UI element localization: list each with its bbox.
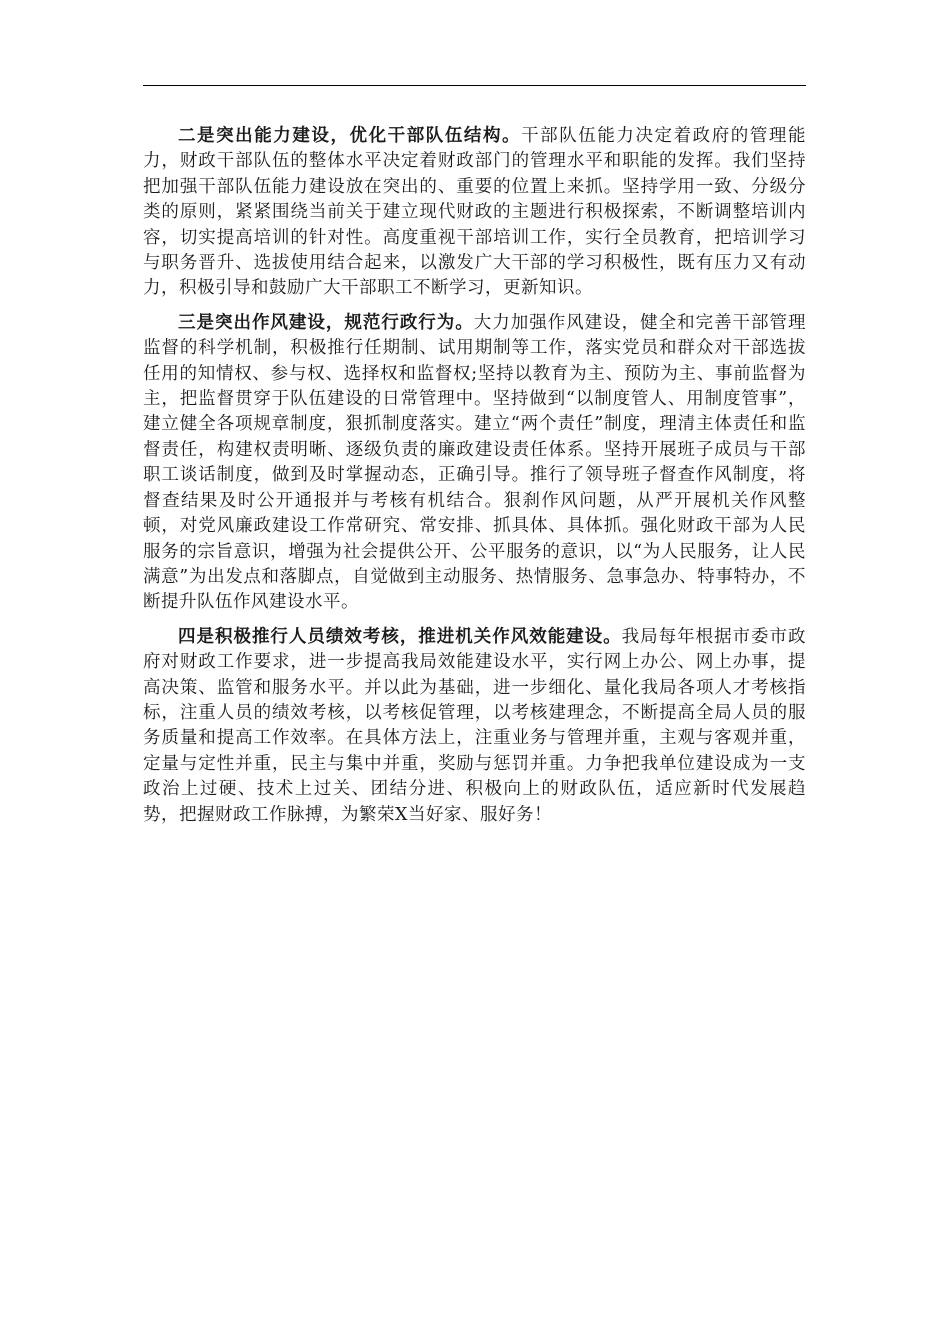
paragraph-performance-assessment bbox=[143, 625, 806, 828]
paragraph-text: 我局每年根据市委市政府对财政工作要求，进一步提高我局效能建设水平，实行网上办公、网上办事，提高决策、监管和服务水平。并以此为基础，进一步细化、量化我局各项人才考核指标，注重人员的绩效考核，以考核促管理，以考核建理念，不断提高全局人员的服务质量和提高工作效率。在具体方法上，注重业务与管理并重，主观与客观并重，定量与定性并重，民主与集中并重，奖励与惩罚并重。力争把我单位建设成为一支政治上过硬、技术上过关、团结分进、积极向上的财政队伍，适应新时代发展趋势，把握财政工作脉搏，为繁荣X当好家、服好务！ bbox=[143, 626, 807, 825]
paragraph-text: 大力加强作风建设，健全和完善干部管理监督的科学机制，积极推行任期制、试用期制等工作，落实党员和群众对干部选拔任用的知情权、参与权、选择权和监督权;坚持以教育为主、预防为主、事前监督为主，把监督贯穿于队伍建设的日常管理中。坚持做到“以制度管人、用制度管事”，建立健全各项规章制度，狠抓制度落实。建立“两个责任”制度，理清主体责任和监督责任，构建权责明晰、逐级负责的廉政建设责任体系。坚持开展班子成员与干部职工谈话制度，做到及时掌握动态，正确引导。推行了领导班子督查作风制度，将督查结果及时公开通报并与考核有机结合。狠刹作风问题，从严开展机关作风整顿，对党风廉政建设工作常研究、常安排、抓具体、具体抓。强化财政干部为人民服务的宗旨意识，增强为社会提供公开、公平服务的意识，以“为人民服务，让人民满意”为出发点和落脚点，自觉做到主动服务、热情服务、急事急办、特事特办，不断提升队伍作风建设水平。 bbox=[143, 312, 807, 613]
paragraph-capacity-building bbox=[143, 124, 806, 302]
paragraph-text: 干部队伍能力决定着政府的管理能力，财政干部队伍的整体水平决定着财政部门的管理水平和职能的发挥。我们坚持把加强干部队伍能力建设放在突出的、重要的位置上来抓。坚持学用一致、分级分类的原则，紧紧围绕当前关于建立现代财政的主题进行积极探索，不断调整培训内容，切实提高培训的针对性。高度重视干部培训工作，实行全员教育，把培训学习与职务晋升、选拔使用结合起来，以激发广大干部的学习积极性，既有压力又有动力，积极引导和鼓励广大干部职工不断学习，更新知识。 bbox=[143, 126, 806, 299]
header-rule bbox=[143, 85, 806, 86]
paragraph-lead: 二是突出能力建设，优化干部队伍结构。 bbox=[178, 126, 522, 146]
document-body bbox=[143, 124, 806, 837]
paragraph-lead: 三是突出作风建设，规范行政行为。 bbox=[178, 312, 474, 333]
paragraph-lead: 四是积极推行人员绩效考核，推进机关作风效能建设。 bbox=[178, 626, 622, 647]
paragraph-work-style bbox=[143, 311, 806, 616]
